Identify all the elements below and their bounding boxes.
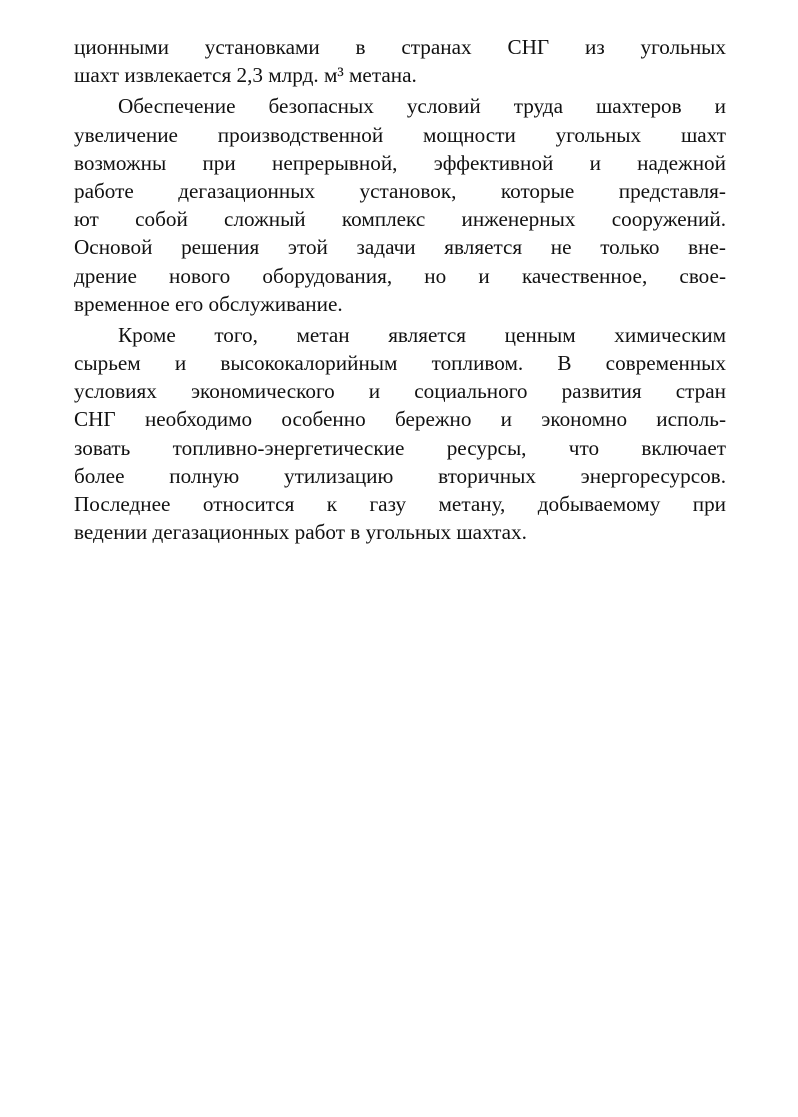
text-line: условиях экономического и социального развития стран xyxy=(74,379,726,404)
text-line: работе дегазационных установок, которые представля- xyxy=(74,178,726,203)
paragraph-safety xyxy=(74,92,726,318)
text-line: возможны при непрерывной, эффективной и надежной xyxy=(74,150,726,175)
text-line: ют собой сложный комплекс инженерных сооружений. xyxy=(74,207,726,232)
text-line: Последнее относится к газу метану, добываемому при xyxy=(74,492,726,516)
text-line: Обеспечение безопасных условий труда шахтеров и xyxy=(118,94,726,119)
text-line: Кроме того, метан является ценным химическим xyxy=(118,322,726,347)
text-line: сырьем и высококалорийным топливом. В современных xyxy=(74,351,726,376)
document-page xyxy=(74,33,726,549)
text-line: зовать топливно-энергетические ресурсы, что включает xyxy=(74,435,726,460)
text-line: ведении дегазационных работ в угольных шахтах. xyxy=(74,520,527,545)
paragraph-continuation xyxy=(74,33,726,89)
text-line: дрение нового оборудования, но и качественное, свое- xyxy=(74,263,726,288)
text-line: Основой решения этой задачи является не только вне- xyxy=(74,235,726,260)
text-line: шахт извлекается 2,3 млрд. м³ метана. xyxy=(74,63,417,88)
text-line: временное его обслуживание. xyxy=(74,291,343,316)
text-line: более полную утилизацию вторичных энергоресурсов. xyxy=(74,463,726,488)
text-line: СНГ необходимо особенно бережно и экономно исполь- xyxy=(74,407,726,432)
text-line: увеличение производственной мощности угольных шахт xyxy=(74,122,726,147)
text-line: ционными установками в странах СНГ из угольных xyxy=(74,35,726,59)
paragraph-methane-resource xyxy=(74,321,726,547)
